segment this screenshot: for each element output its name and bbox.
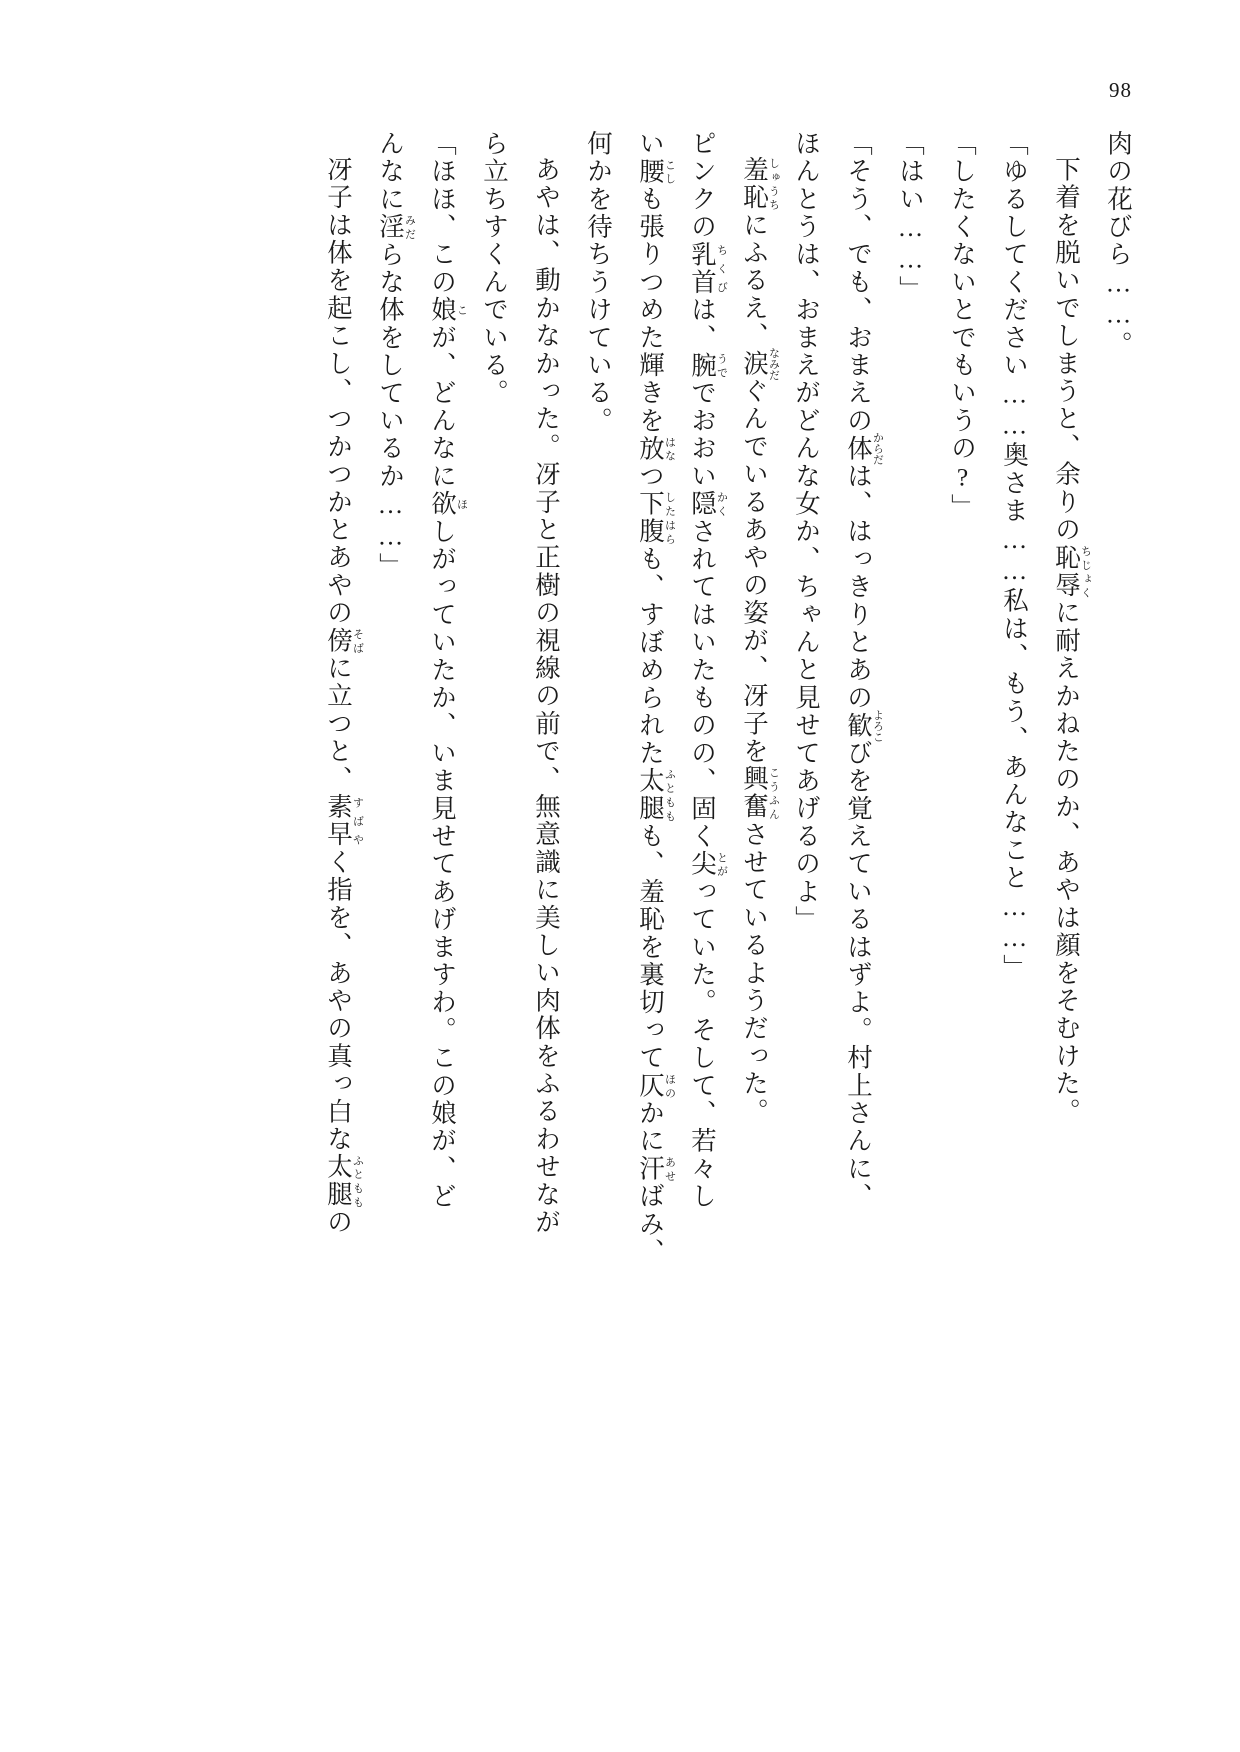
text-column: 「したくないとでもいうの?」: [948, 130, 977, 522]
page-number: 98: [1109, 78, 1132, 102]
text-column: 肉の花びら……。: [1104, 130, 1133, 359]
text-column: 下着を脱いでしまうと、余りの恥辱ちじょくに耐えかねたのか、あやは顔をそむけた。: [1052, 156, 1092, 1126]
text-column: 「はい……」: [896, 130, 925, 304]
text-column: ら立ちすくんでいる。: [480, 130, 509, 407]
text-column: 「そう、でも、おまえの体からだは、はっきりとあの歓よろこびを覚えているはずよ。村上さんに、: [844, 130, 884, 1211]
text-column: ピンクの乳首ちくびは、腕うででおおい隠かくされてはいたものの、固く尖とがっていた。そして、若々し: [688, 130, 728, 1211]
text-column: 「ほほ、この娘こが、どんなに欲ほしがっていたか、いま見せてあげますわ。この娘が、ど: [428, 130, 468, 1211]
text-column: 羞恥しゅうちにふるえ、涙なみだぐんでいるあやの姿が、冴子を興奮こうふんさせているようだった。: [740, 156, 780, 1126]
text-column: 冴子は体を起こし、つかつかとあやの傍そばに立つと、素早すばやく指を、あやの真っ白な太腿ふとももの: [324, 156, 364, 1237]
text-column: ほんとうは、おまえがどんな女か、ちゃんと見せてあげるのよ」: [792, 130, 821, 934]
text-column: あやは、動かなかった。冴子と正樹の視線の前で、無意識に美しい肉体をふるわせなが: [532, 156, 561, 1237]
text-column: 「ゆるしてください……奥さま……私は、もう、あんなこと……」: [1000, 130, 1029, 982]
text-column: んなに淫みだらな体をしているか……」: [376, 130, 416, 581]
text-column: 何かを待ちうけている。: [584, 130, 613, 435]
vertical-text-body: [108, 130, 1144, 1460]
text-column: い腰こしも張りつめた輝きを放はなつ下腹したはらも、すぼめられた太腿ふとももも、羞恥を裏切って仄ほのかに汗あせばみ、: [636, 130, 676, 1266]
